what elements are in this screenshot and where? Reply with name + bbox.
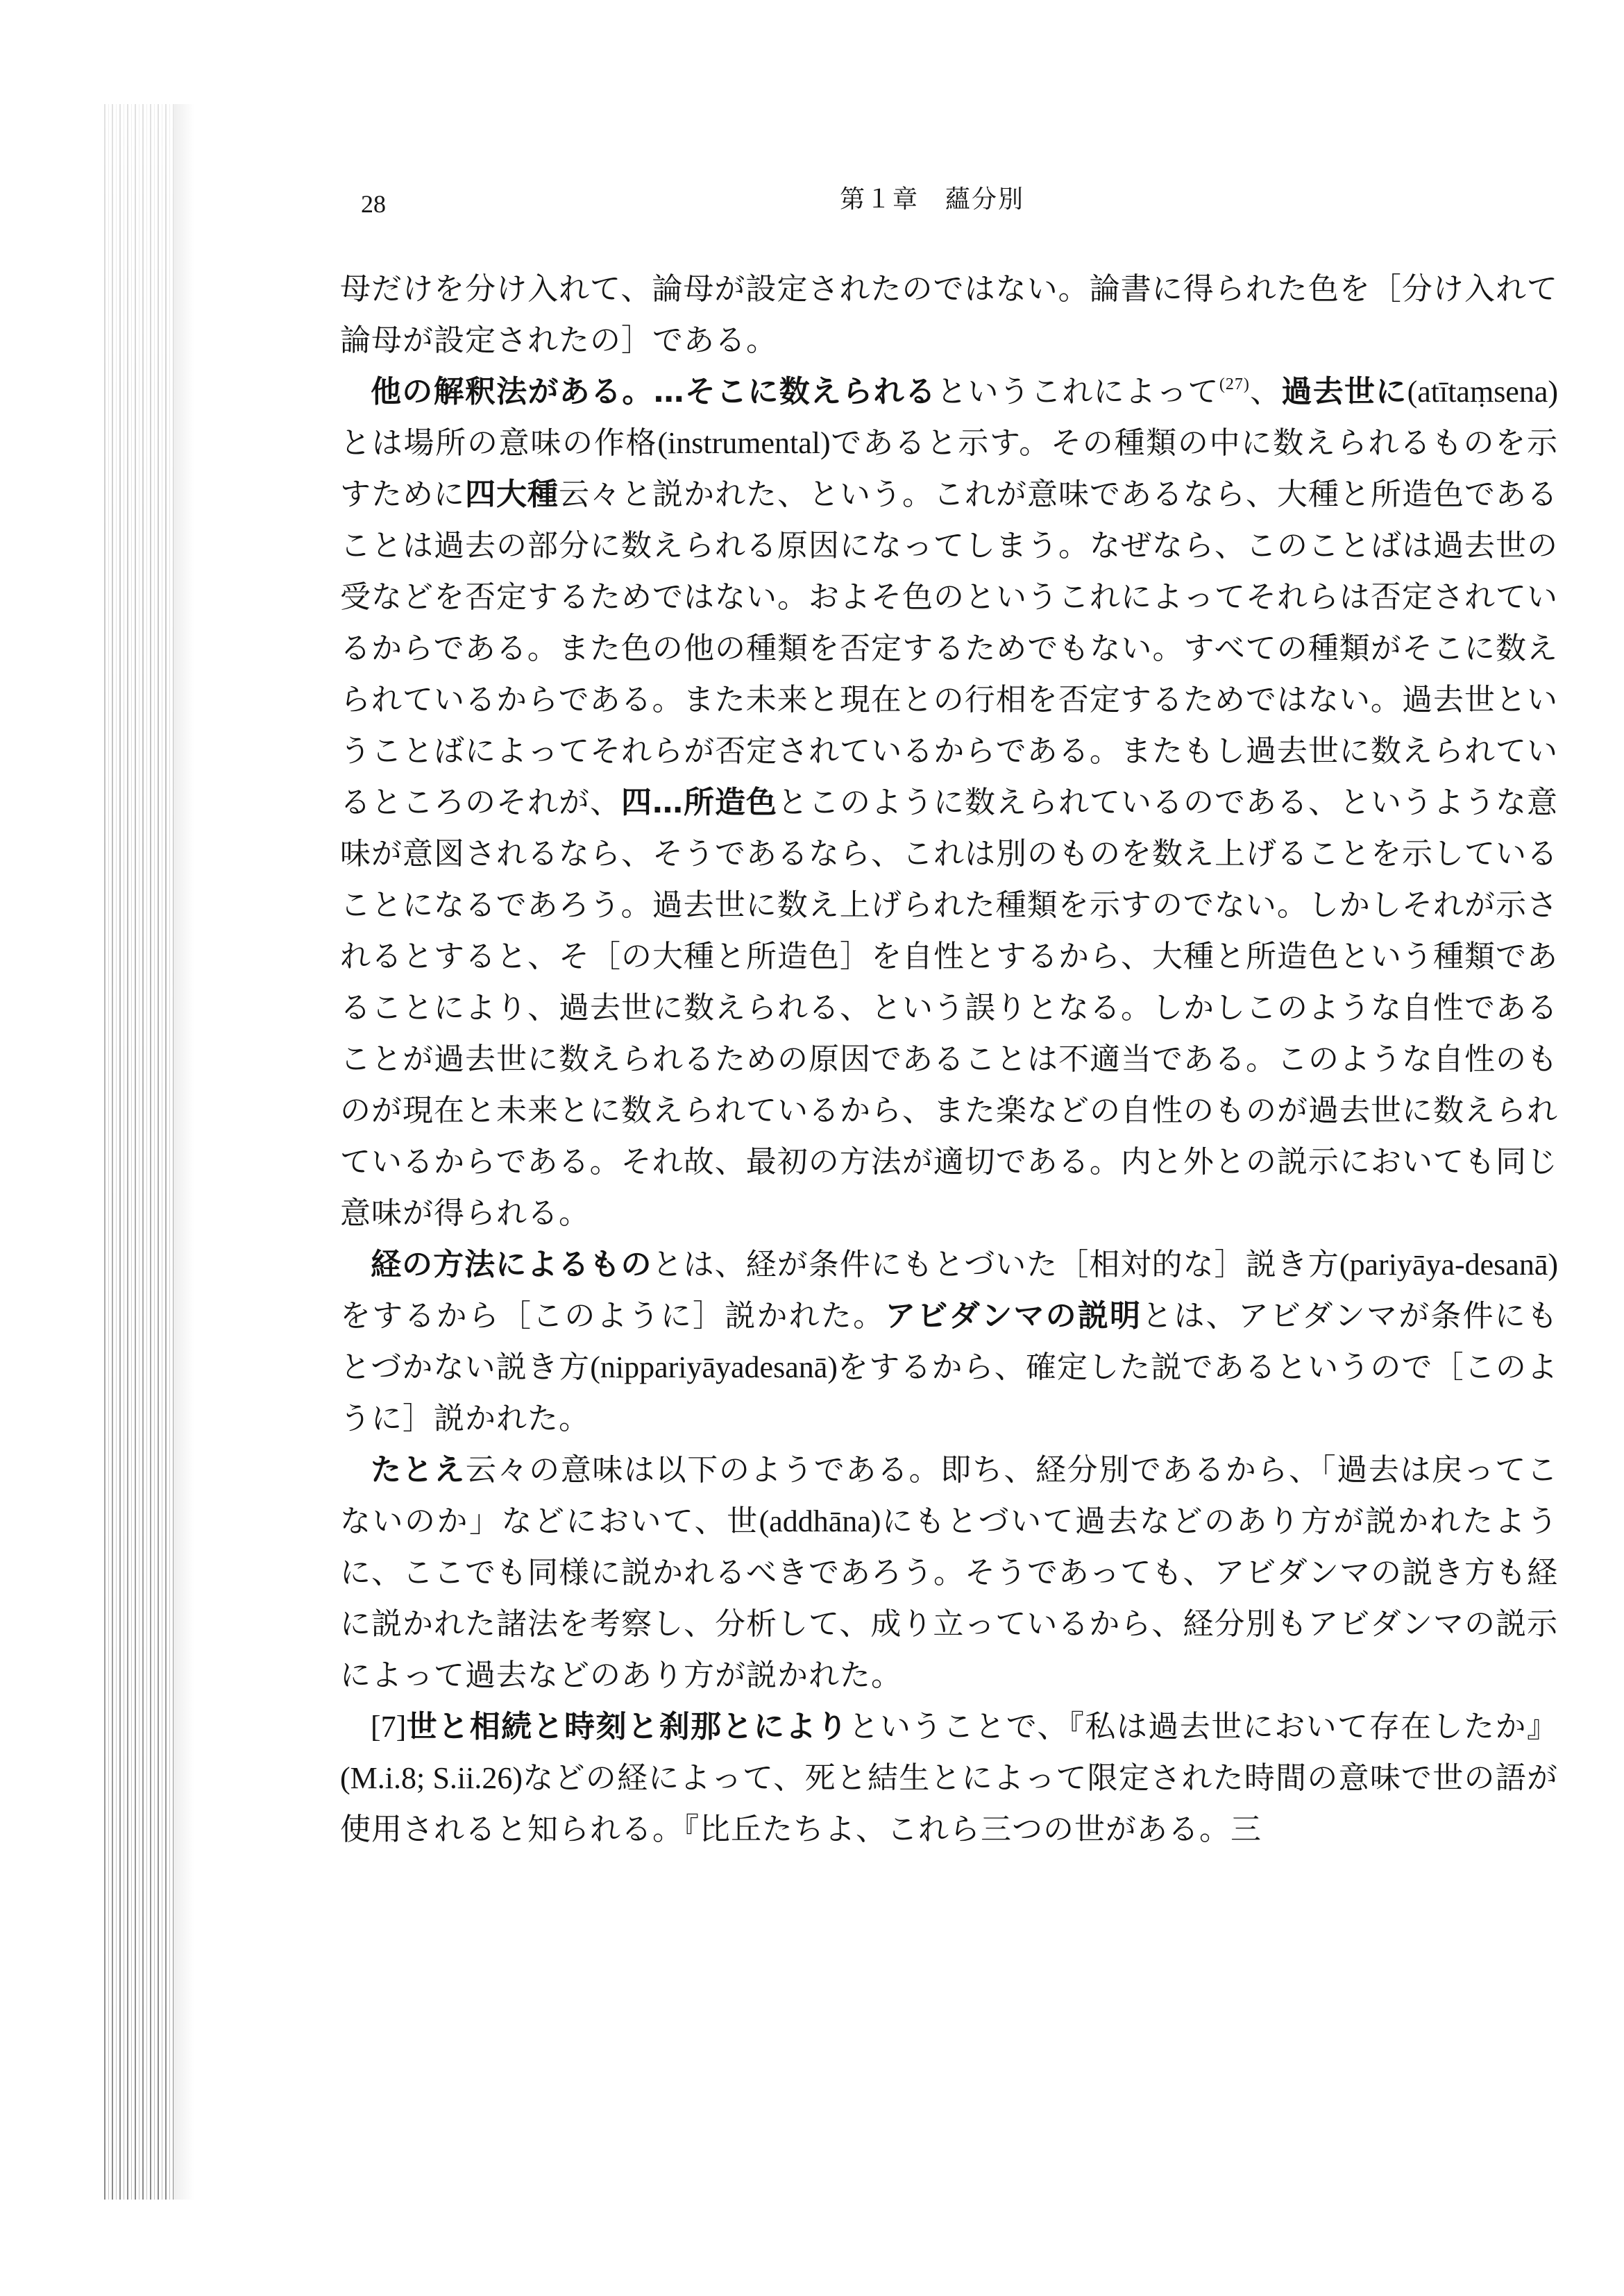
paragraph [340,1445,1558,1701]
footnote-ref: (27) [1219,375,1250,393]
text-run: をするから、確定した説であるというので［このように］説かれた。 [340,1350,1559,1436]
chapter-title: 第１章 蘊分別 [840,185,1025,214]
text-run: とは、アビダンマが条件にもとづかない説き方 [340,1298,1558,1385]
text-run: とこのように数えられているのである、というような意味が意図されるなら、そうであるなら、これは別のものを数え上げることを示していることになるであろう。過去世に数え上げられた種類を示すのでない。しかしそれが示されるとすると、そ［の大種と所造色］を自性とするから、大種と所造色という種類であることにより、過去世に数えられる、という誤りとなる。しかしこのような自性であることが過去世に数えられるための原因であることは不適当である。このような自性のものが現在と未来とに数えられているから、また楽などの自性のものが過去世に数えられているからである。それ故、最初の方法が適切である。内と外との説示においても同じ意味が得られる。 [340,785,1558,1231]
citation: (M.i.8; S.ii.26) [340,1761,523,1795]
pali-term: (nippariyāyadesanā) [590,1350,838,1384]
text-run: にもとづいて過去などのあり方が説かれたように、ここでも同様に説かれるべきであろう。そうであっても、アビダンマの説き方も経に説かれた諸法を考察し、分析して、成り立っているから、経分別もアビダンマの説示によって過去などのあり方が説かれた。 [340,1504,1558,1693]
bold-term: 他の解釈法がある。…そこに数えられる [371,374,937,409]
bold-term: たとえ [371,1452,466,1488]
bold-term: 世と相続と時刻と刹那とにより [406,1709,849,1744]
text-run: ということで、『私は過去世において存在したか』 [848,1709,1558,1744]
text-run: とは場所の意味の作格 [340,425,658,461]
pali-term: (pariyāya-desanā) [1339,1248,1559,1282]
text-run: 母だけを分け入れて、論母が設定されたのではない。論書に得られた色を［分け入れて論母が設定されたの］である。 [340,271,1558,358]
text-run: というこれによって [936,374,1219,409]
text-run: をするから［このように］説かれた。 [340,1298,886,1334]
text-run: 、 [1249,374,1282,409]
binding-shadow [104,104,174,2200]
bold-term: 四…所造色 [621,785,777,820]
text-run: であると示す。その種類の中に数えられるものを示すために [340,425,1559,512]
text-run: 云々の意味は以下のようである。即ち、経分別であるから、「過去は戻ってこないのか」などにおいて、世 [340,1452,1559,1539]
paragraph [340,1701,1558,1855]
text-run: 云々と説かれた、という。これが意味であるなら、大種と所造色であることは過去の部分に数えられる原因になってしまう。なぜなら、このことばは過去世の受などを否定するためではない。およそ色のというこれによってそれらは否定されているからである。また色の他の種類を否定するためでもない。すべての種類がそこに数えられているからである。また未来と現在との行相を否定するためではない。過去世ということばによってそれらが否定されているからである。またもし過去世に数えられているところのそれが、 [340,477,1558,820]
text-run: などの経によって、死と結生とによって限定された時間の意味で世の語が使用されると知られる。『比丘たちよ、これら三つの世がある。三 [340,1760,1559,1847]
text-run: とは、経が条件にもとづいた［相対的な］説き方 [652,1247,1339,1282]
running-head [0,177,1624,219]
latin-term: (instrumental) [657,426,831,460]
paragraph [340,366,1558,1239]
body-text [340,264,1558,1855]
page-number: 28 [361,190,386,218]
pali-term: (addhāna) [759,1504,881,1538]
bold-term: 経の方法によるもの [371,1247,652,1282]
paragraph [340,264,1558,366]
bold-term: アビダンマの説明 [885,1298,1142,1334]
pali-term: (atītaṃsena) [1407,375,1559,409]
section-number: [7] [371,1710,407,1744]
paragraph [340,1239,1558,1445]
bold-term: 過去世に [1281,374,1407,409]
binding-fade [174,104,194,2200]
bold-term: 四大種 [465,477,559,512]
